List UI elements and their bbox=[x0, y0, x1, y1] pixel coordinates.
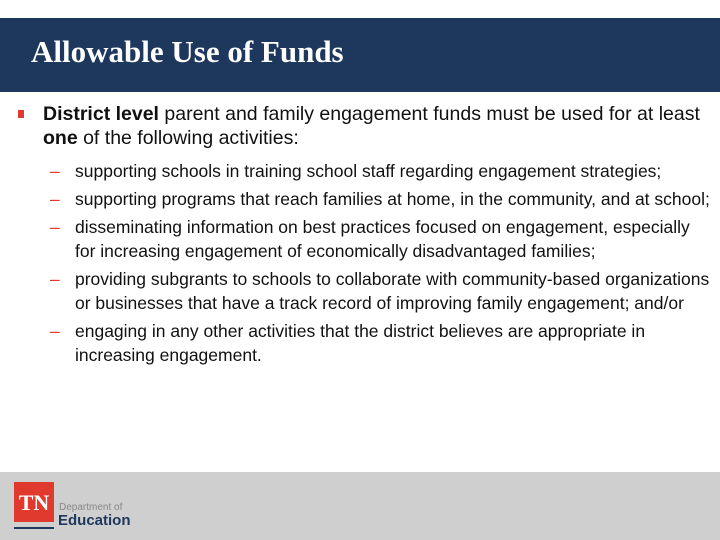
list-item-text: supporting programs that reach families at home, in the community, and at school; bbox=[75, 189, 710, 209]
dash-icon: – bbox=[50, 217, 60, 237]
list-item bbox=[50, 319, 710, 367]
lead-text-2: of the following activities: bbox=[77, 127, 299, 149]
list-item bbox=[50, 187, 710, 211]
list-item-text: providing subgrants to schools to collaborate with community-based organizations or businesses that have a track record of improving family engagement; and/or bbox=[75, 269, 710, 313]
lead-paragraph bbox=[43, 102, 703, 150]
activity-list bbox=[50, 159, 710, 371]
lead-bold-1: District level bbox=[43, 103, 159, 125]
list-item bbox=[50, 267, 710, 315]
logo-education-text: Education bbox=[58, 512, 131, 529]
logo-department-text: Department of bbox=[59, 502, 123, 513]
list-item-text: engaging in any other activities that the district believes are appropriate in increasing engagement. bbox=[75, 321, 646, 365]
slide-title: Allowable Use of Funds bbox=[31, 34, 344, 69]
dash-icon: – bbox=[50, 321, 60, 341]
list-item-text: supporting schools in training school staff regarding engagement strategies; bbox=[75, 161, 662, 181]
tn-logo: TN bbox=[14, 482, 54, 522]
lead-text-1: parent and family engagement funds must be used for at least bbox=[158, 103, 700, 125]
list-item-text: disseminating information on best practices focused on engagement, especially for increasing engagement of economically disadvantaged families; bbox=[75, 217, 690, 261]
bullet-square-icon bbox=[18, 110, 24, 118]
list-item bbox=[50, 159, 710, 183]
list-item bbox=[50, 215, 710, 263]
lead-bold-2: one bbox=[43, 127, 78, 149]
dash-icon: – bbox=[50, 161, 60, 181]
logo-underline bbox=[14, 527, 54, 529]
dash-icon: – bbox=[50, 189, 60, 209]
dash-icon: – bbox=[50, 269, 60, 289]
